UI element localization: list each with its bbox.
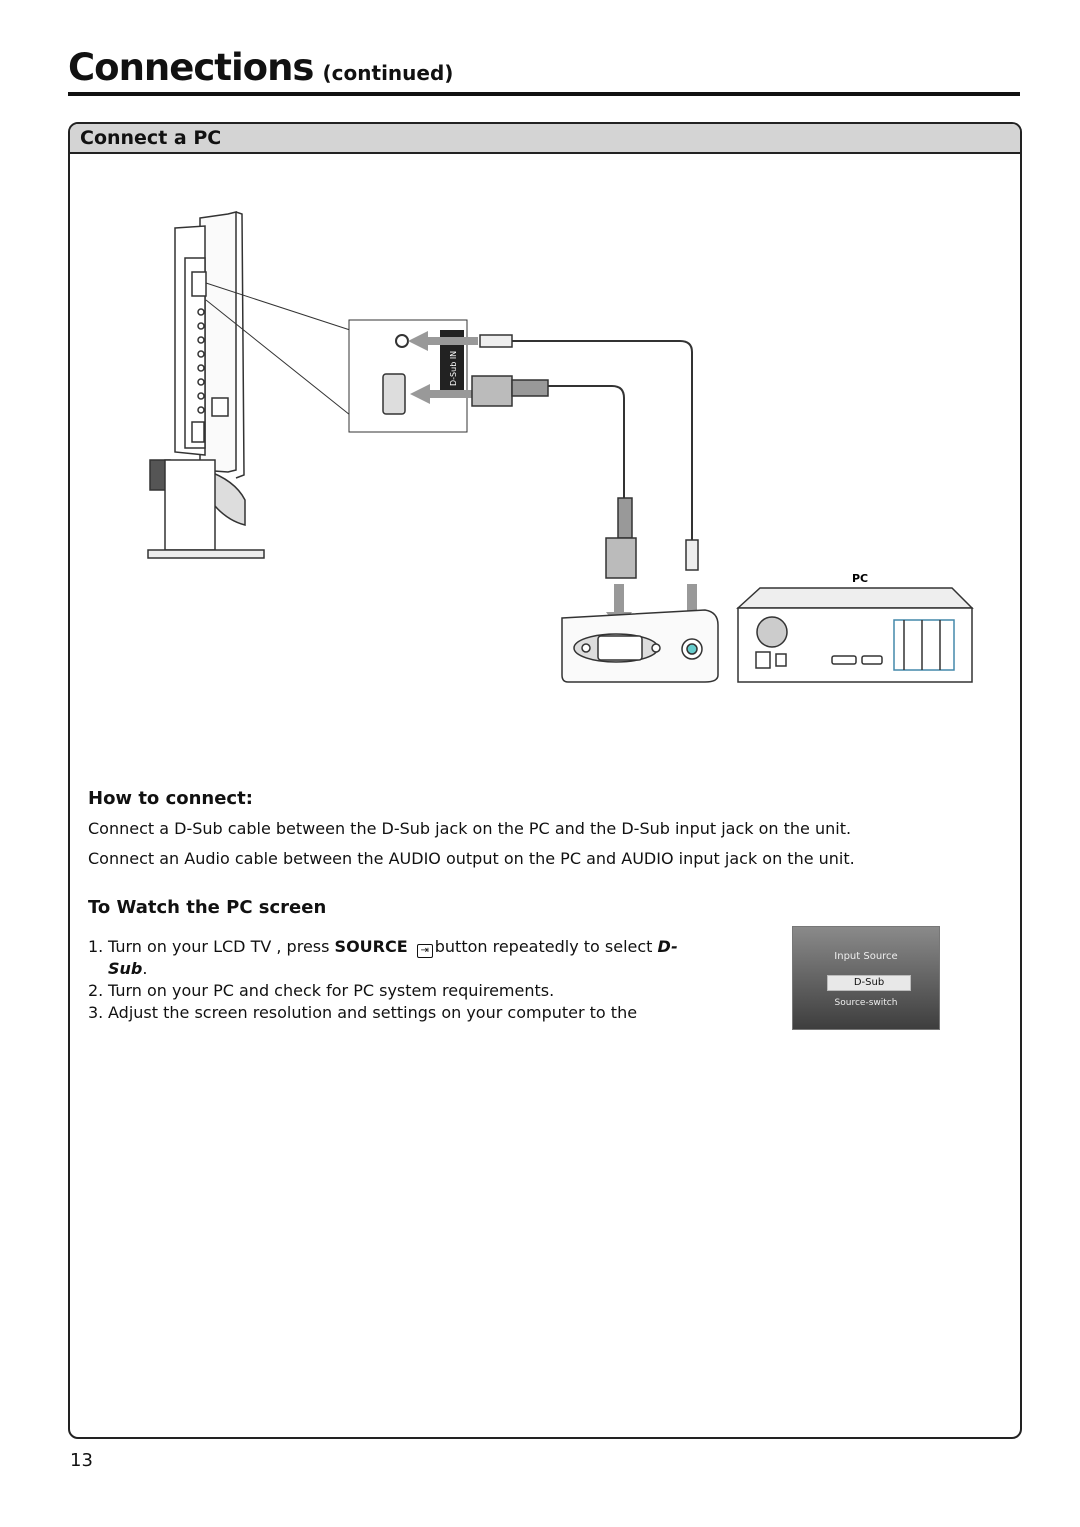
step-1-dsub-a: D-	[657, 937, 678, 956]
cables	[512, 341, 692, 540]
steps-list	[88, 936, 678, 1024]
step-3-number: 3.	[88, 1003, 104, 1022]
source-icon: ⇥	[417, 944, 433, 958]
title-continued: (continued)	[322, 61, 454, 85]
step-3-text: Adjust the screen resolution and settings on your computer to the	[108, 1003, 638, 1022]
osd-title: Input Source	[834, 951, 898, 962]
step-2-number: 2.	[88, 981, 104, 1000]
connection-diagram	[0, 0, 1080, 720]
step-1-period: .	[142, 959, 148, 978]
input-panel-zoom	[349, 320, 467, 432]
step-1-dsub-b: Sub	[108, 959, 143, 978]
step-1-number: 1.	[88, 937, 104, 956]
osd-footer: Source-switch	[834, 998, 898, 1008]
cable-plugs	[472, 335, 698, 578]
section-title: Connect a PC	[70, 124, 1020, 154]
step-1-text-a: Turn on your LCD TV , press	[108, 937, 335, 956]
source-button-label: SOURCE	[334, 937, 408, 956]
panel-label: D-Sub IN	[449, 350, 458, 386]
pc-label: PC	[852, 572, 869, 585]
step-1-text-c: button repeatedly to select	[434, 937, 658, 956]
step-1	[88, 936, 678, 980]
step-3	[88, 1002, 678, 1024]
title-main: Connections	[68, 46, 314, 89]
osd-selected-item: D-Sub	[827, 975, 911, 991]
how-to-line-1: Connect a D-Sub cable between the D-Sub jack on the PC and the D-Sub input jack on the unit.	[88, 819, 852, 838]
pc-connector-zoom	[562, 610, 718, 682]
how-to-connect-heading: How to connect:	[88, 788, 253, 809]
input-source-osd	[792, 926, 940, 1030]
step-2-text: Turn on your PC and check for PC system requirements.	[108, 981, 555, 1000]
how-to-line-2: Connect an Audio cable between the AUDIO output on the PC and AUDIO input jack on the unit.	[88, 849, 855, 868]
pc-rear-view	[738, 588, 972, 682]
watch-pc-heading: To Watch the PC screen	[88, 897, 327, 918]
step-2	[88, 980, 678, 1002]
page-number: 13	[70, 1450, 93, 1471]
tv-side-view	[148, 212, 264, 558]
